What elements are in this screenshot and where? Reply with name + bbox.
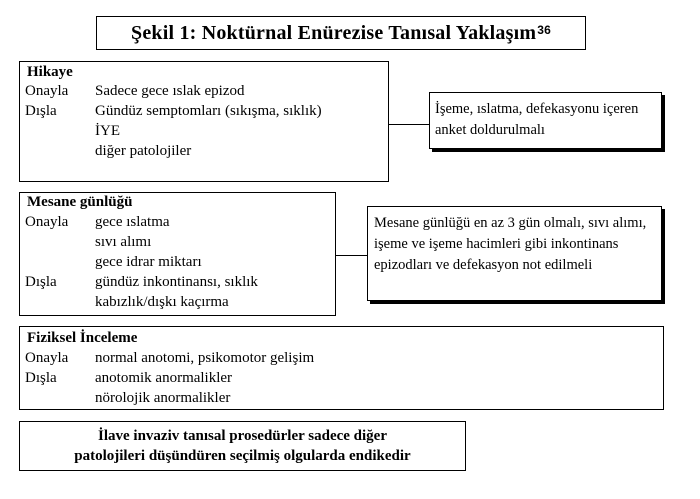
- history-heading: Hikaye: [27, 64, 73, 80]
- physical-exam-heading: Fiziksel İnceleme: [27, 330, 138, 346]
- history-confirm-label: Onayla: [25, 83, 69, 99]
- history-note-text: İşeme, ıslatma, defekasyonu içeren anket doldurulmalı: [435, 101, 639, 138]
- bladder-diary-exclude-label: Dışla: [25, 274, 57, 290]
- bladder-diary-note-box: [367, 206, 662, 301]
- history-box: [19, 61, 389, 182]
- title-reference: 36: [537, 23, 551, 37]
- physical-exam-exclude-item: anotomik anormalikler: [95, 370, 233, 386]
- figure-title-text: Şekil 1: Noktürnal Enürezise Tanısal Yaklaşım: [131, 21, 537, 44]
- bladder-diary-confirm-label: Onayla: [25, 214, 69, 230]
- physical-exam-box: [19, 326, 664, 410]
- footer-line-2: patolojileri düşündüren seçilmiş olgularda endikedir: [74, 448, 411, 464]
- bladder-diary-confirm-item: sıvı alımı: [95, 234, 152, 250]
- physical-exam-confirm-item: normal anotomi, psikomotor gelişim: [95, 350, 315, 366]
- bladder-diary-exclude-item: gündüz inkontinansı, sıklık: [95, 274, 258, 290]
- footer-box: [19, 421, 466, 471]
- history-exclude-item: Gündüz semptomları (sıkışma, sıklık): [95, 103, 322, 119]
- history-exclude-item: İYE: [95, 123, 120, 139]
- history-connector: [389, 124, 429, 125]
- bladder-diary-connector: [336, 255, 367, 256]
- history-exclude-label: Dışla: [25, 103, 57, 119]
- bladder-diary-box: [19, 192, 336, 316]
- physical-exam-exclude-label: Dışla: [25, 370, 57, 386]
- figure-title: [96, 16, 586, 50]
- bladder-diary-confirm-item: gece ıslatma: [95, 214, 170, 230]
- physical-exam-exclude-item: nörolojik anormalikler: [95, 390, 231, 406]
- bladder-diary-heading: Mesane günlüğü: [27, 194, 133, 210]
- physical-exam-confirm-label: Onayla: [25, 350, 69, 366]
- footer-line-1: İlave invaziv tanısal prosedürler sadece diğer: [97, 428, 387, 444]
- history-exclude-item: diğer patolojiler: [95, 143, 192, 159]
- bladder-diary-confirm-item: gece idrar miktarı: [95, 254, 202, 270]
- bladder-diary-exclude-item: kabızlık/dışkı kaçırma: [95, 294, 229, 310]
- history-note-box: [429, 92, 662, 149]
- history-confirm-item: Sadece gece ıslak epizod: [95, 83, 245, 99]
- bladder-diary-note-text: Mesane günlüğü en az 3 gün olmalı, sıvı alımı, işeme ve işeme hacimleri gibi inkontinans epizodları ve defekasyon not edilmeli: [374, 215, 647, 273]
